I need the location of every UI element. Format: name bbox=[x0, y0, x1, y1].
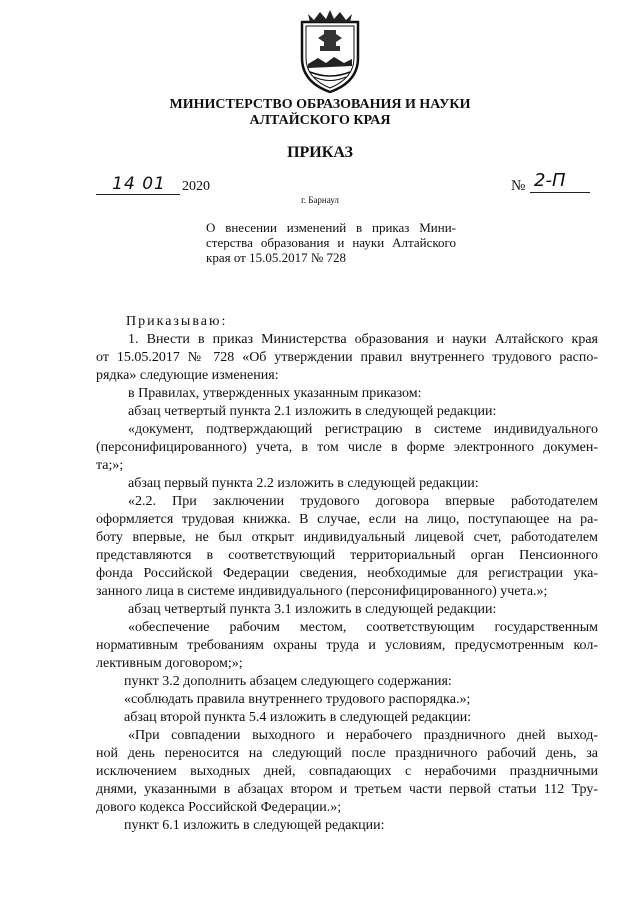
body-line: рядка» следующие изменения: bbox=[96, 368, 279, 383]
subject-line: стерства образования и науки Алтайского bbox=[206, 235, 456, 250]
order-title: ПРИКАЗ bbox=[287, 144, 353, 161]
body-line: «обеспечение рабочим местом, соответствующим государственным bbox=[128, 620, 598, 635]
body-line: дового кодекса Российской Федерации.»; bbox=[96, 800, 342, 815]
body-line: нормативным требованиям охраны труда и условиям, предусмотренным кол- bbox=[96, 638, 598, 653]
body-line: абзац четвертый пункта 2.1 изложить в следующей редакции: bbox=[128, 404, 497, 419]
body-line: от 15.05.2017 № 728 «Об утверждении правил внутреннего трудового распо- bbox=[96, 350, 598, 365]
body-line: (персонифицированного) учета, в том числе в форме электронного докумен- bbox=[96, 440, 598, 455]
body-line: абзац второй пункта 5.4 изложить в следующей редакции: bbox=[124, 710, 472, 725]
order-year: 2020 bbox=[182, 179, 210, 194]
order-body bbox=[96, 313, 598, 835]
body-line: в Правилах, утвержденных указанным приказом: bbox=[128, 386, 422, 401]
order-subject bbox=[206, 220, 456, 265]
body-line: та;»; bbox=[96, 458, 124, 473]
body-line: абзац первый пункта 2.2 изложить в следующей редакции: bbox=[128, 476, 479, 491]
number-sign: № bbox=[511, 178, 526, 194]
body-line: представляются в соответствующий территориальный орган Пенсионного bbox=[96, 548, 598, 563]
body-line: боту впервые, не был открыт индивидуальный лицевой счет, работодателем bbox=[96, 530, 598, 545]
body-line: лективным договором;»; bbox=[96, 656, 243, 671]
handwritten-date: 14 01 bbox=[112, 174, 166, 194]
body-line: абзац четвертый пункта 3.1 изложить в следующей редакции: bbox=[128, 602, 497, 617]
body-line: фонда Российской Федерации сведения, необходимые для регистрации ука- bbox=[96, 566, 598, 581]
body-line: Приказываю: bbox=[126, 314, 228, 329]
subject-line: края от 15.05.2017 № 728 bbox=[206, 250, 346, 265]
body-line: исключением выходных дней, совпадающих с нерабочими праздничными bbox=[96, 764, 598, 779]
body-line: занного лица в системе индивидуального (персонифицированного) учета.»; bbox=[96, 584, 548, 599]
body-line: «2.2. При заключении трудового договора впервые работодателем bbox=[128, 494, 598, 509]
body-line: днями, указанными в абзацах втором и третьем части первой статьи 112 Тру- bbox=[96, 782, 598, 797]
number-underline bbox=[530, 192, 590, 193]
subject-line: О внесении изменений в приказ Мини- bbox=[206, 220, 456, 235]
body-line: оформляется трудовая книжка. В случае, если на лицо, поступающее на ра- bbox=[96, 512, 598, 527]
body-line: пункт 6.1 изложить в следующей редакции: bbox=[124, 818, 385, 833]
handwritten-order-number: 2-П bbox=[534, 170, 566, 191]
body-line: ной день переносится на следующий после праздничного рабочий день, за bbox=[96, 746, 598, 761]
body-line: 1. Внести в приказ Министерства образования и науки Алтайского края bbox=[128, 332, 598, 347]
city: г. Барнаул bbox=[301, 195, 339, 205]
body-line: «При совпадении выходного и нерабочего праздничного дней выход- bbox=[128, 728, 598, 743]
body-line: «соблюдать правила внутреннего трудового распорядка.»; bbox=[124, 692, 471, 707]
body-line: пункт 3.2 дополнить абзацем следующего содержания: bbox=[124, 674, 452, 689]
ministry-name-line2: АЛТАЙСКОГО КРАЯ bbox=[249, 113, 391, 128]
ministry-name-line1: МИНИСТЕРСТВО ОБРАЗОВАНИЯ И НАУКИ bbox=[169, 97, 471, 112]
body-line: «документ, подтверждающий регистрацию в системе индивидуального bbox=[128, 422, 598, 437]
altai-krai-coat-of-arms-icon bbox=[294, 8, 366, 94]
